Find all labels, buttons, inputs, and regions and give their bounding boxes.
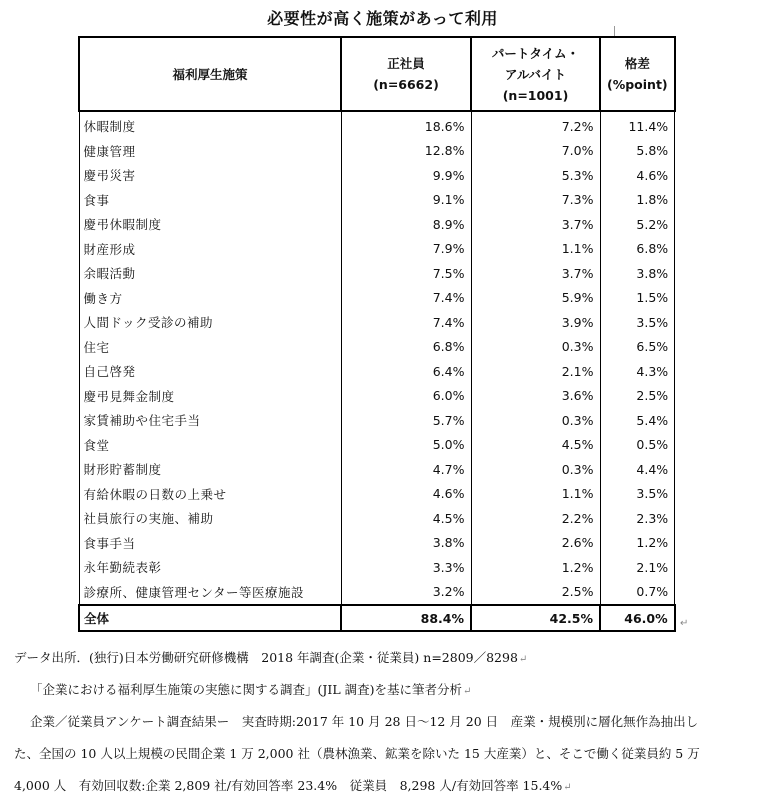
row-item: 家賃補助や住宅手当 (79, 408, 341, 433)
page-title: 必要性が高く施策があって利用 (267, 9, 498, 28)
row-parttime: 1.1% (471, 237, 600, 262)
header-parttime (471, 37, 600, 111)
row-item: 慶弔見舞金制度 (79, 384, 341, 409)
row-item: 社員旅行の実施、補助 (79, 506, 341, 531)
row-item: 働き方 (79, 286, 341, 311)
row-regular: 4.5% (341, 506, 471, 531)
header-item-label: 福利厚生施策 (172, 66, 248, 82)
table-row (79, 212, 675, 237)
row-parttime: 0.3% (471, 457, 600, 482)
row-parttime: 7.2% (471, 111, 600, 139)
note-line: データ出所．(独行)日本労働研究研修機構 2018 年調査(企業・従業員) n=2809／8298↵ (14, 650, 528, 665)
row-regular: 7.4% (341, 310, 471, 335)
row-regular: 5.0% (341, 433, 471, 458)
row-regular: 7.9% (341, 237, 471, 262)
row-gap: 5.4% (600, 408, 675, 433)
row-parttime: 3.7% (471, 212, 600, 237)
table-row (79, 261, 675, 286)
note-line: た、全国の 10 人以上規模の民間企業 1 万 2,000 社（農林漁業、鉱業を除いた 15 大産業）と、そこで働く従業員約 5 万 (14, 746, 700, 761)
table-row (79, 237, 675, 262)
table-row (79, 310, 675, 335)
header-parttime-label-1: パートタイム・ (491, 45, 580, 61)
row-gap: 4.3% (600, 359, 675, 384)
row-gap: 4.6% (600, 163, 675, 188)
row-gap: 1.2% (600, 531, 675, 556)
table-row (79, 531, 675, 556)
header-regular-n: (n=6662) (373, 77, 439, 92)
row-gap: 1.5% (600, 286, 675, 311)
row-parttime: 2.1% (471, 359, 600, 384)
row-regular: 7.4% (341, 286, 471, 311)
row-item: 食事手当 (79, 531, 341, 556)
welfare-table (78, 36, 676, 632)
row-gap: 0.5% (600, 433, 675, 458)
row-parttime: 0.3% (471, 408, 600, 433)
table-row (79, 433, 675, 458)
row-parttime: 1.2% (471, 555, 600, 580)
row-gap: 4.4% (600, 457, 675, 482)
total-row (79, 605, 675, 631)
row-regular: 8.9% (341, 212, 471, 237)
row-parttime: 1.1% (471, 482, 600, 507)
row-parttime: 7.0% (471, 139, 600, 164)
header-gap-unit: (%point) (607, 77, 668, 92)
row-gap: 5.2% (600, 212, 675, 237)
row-parttime: 2.6% (471, 531, 600, 556)
table-row (79, 384, 675, 409)
row-regular: 9.1% (341, 188, 471, 213)
row-item: 人間ドック受診の補助 (79, 310, 341, 335)
header-gap-label: 格差 (624, 56, 650, 71)
row-item: 慶弔災害 (79, 163, 341, 188)
row-regular: 9.9% (341, 163, 471, 188)
row-parttime: 2.2% (471, 506, 600, 531)
row-regular: 4.6% (341, 482, 471, 507)
row-item: 食事 (79, 188, 341, 213)
row-parttime: 5.3% (471, 163, 600, 188)
note-line: 4,000 人 有効回収数:企業 2,809 社/有効回答率 23.4% 従業員 8,298 人/有効回答率 15.4%↵ (14, 778, 572, 793)
table-row (79, 111, 675, 139)
row-gap: 2.5% (600, 384, 675, 409)
table-row (79, 188, 675, 213)
table-row (79, 555, 675, 580)
table-row (79, 580, 675, 606)
return-mark: ↵ (680, 618, 689, 629)
row-gap: 3.5% (600, 310, 675, 335)
table-row (79, 482, 675, 507)
row-parttime: 3.7% (471, 261, 600, 286)
row-item: 財形貯蓄制度 (79, 457, 341, 482)
row-gap: 6.8% (600, 237, 675, 262)
row-item: 有給休暇の日数の上乗せ (79, 482, 341, 507)
header-parttime-label-2: アルバイト (504, 66, 567, 82)
row-regular: 4.7% (341, 457, 471, 482)
row-parttime: 7.3% (471, 188, 600, 213)
row-gap: 1.8% (600, 188, 675, 213)
row-gap: 3.8% (600, 261, 675, 286)
row-item: 慶弔休暇制度 (79, 212, 341, 237)
table-row (79, 408, 675, 433)
table-row (79, 335, 675, 360)
row-regular: 5.7% (341, 408, 471, 433)
row-gap: 2.3% (600, 506, 675, 531)
header-parttime-n: (n=1001) (502, 87, 569, 103)
row-regular: 6.4% (341, 359, 471, 384)
row-parttime: 5.9% (471, 286, 600, 311)
row-item: 食堂 (79, 433, 341, 458)
row-parttime: 2.5% (471, 580, 600, 606)
row-item: 余暇活動 (79, 261, 341, 286)
row-regular: 12.8% (341, 139, 471, 164)
row-regular: 6.8% (341, 335, 471, 360)
row-item: 休暇制度 (79, 111, 341, 139)
row-regular: 3.3% (341, 555, 471, 580)
header-regular (341, 37, 471, 111)
total-gap: 46.0% (600, 605, 675, 631)
row-regular: 7.5% (341, 261, 471, 286)
row-item: 財産形成 (79, 237, 341, 262)
row-parttime: 4.5% (471, 433, 600, 458)
table-row (79, 457, 675, 482)
header-item (79, 37, 341, 111)
table-row (79, 286, 675, 311)
row-gap: 11.4% (600, 111, 675, 139)
row-item: 住宅 (79, 335, 341, 360)
row-parttime: 3.6% (471, 384, 600, 409)
row-gap: 5.8% (600, 139, 675, 164)
header-gap (600, 37, 675, 111)
row-item: 診療所、健康管理センター等医療施設 (79, 580, 341, 606)
table-header-row (79, 37, 675, 111)
row-item: 永年勤続表彰 (79, 555, 341, 580)
row-gap: 0.7% (600, 580, 675, 606)
note-line: 「企業における福利厚生施策の実態に関する調査」(JIL 調査)を基に筆者分析↵ (30, 682, 472, 697)
row-regular: 18.6% (341, 111, 471, 139)
row-regular: 3.8% (341, 531, 471, 556)
row-item: 自己啓発 (79, 359, 341, 384)
row-regular: 3.2% (341, 580, 471, 606)
total-parttime: 42.5% (471, 605, 600, 631)
row-gap: 6.5% (600, 335, 675, 360)
table-row (79, 506, 675, 531)
row-gap: 2.1% (600, 555, 675, 580)
editor-mark (614, 26, 621, 36)
row-gap: 3.5% (600, 482, 675, 507)
table-row (79, 139, 675, 164)
total-regular: 88.4% (341, 605, 471, 631)
table-row (79, 163, 675, 188)
total-item: 全体 (79, 605, 341, 631)
row-regular: 6.0% (341, 384, 471, 409)
header-regular-label: 正社員 (387, 56, 425, 71)
note-line: 企業／従業員アンケート調査結果ー 実査時期:2017 年 10 月 28 日～12 月 20 日 産業・規模別に層化無作為抽出し (30, 714, 699, 729)
row-item: 健康管理 (79, 139, 341, 164)
row-parttime: 3.9% (471, 310, 600, 335)
row-parttime: 0.3% (471, 335, 600, 360)
table-row (79, 359, 675, 384)
